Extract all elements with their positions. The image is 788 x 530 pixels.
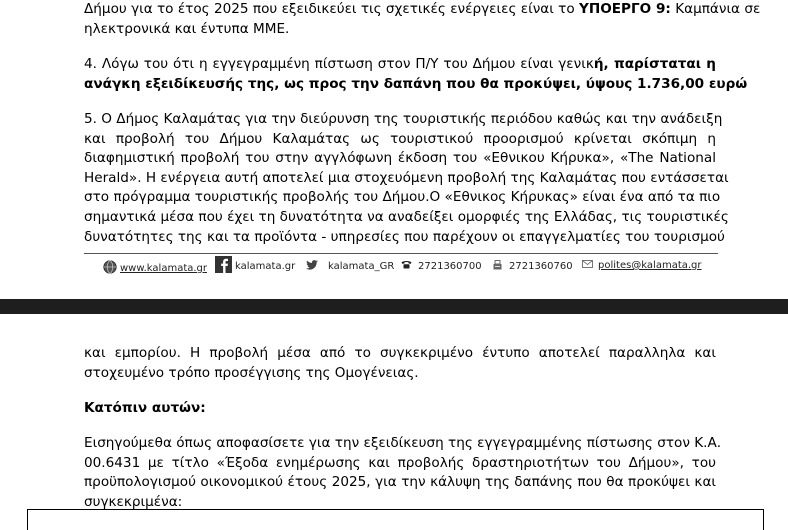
text-line: Herald». Η ενέργεια αυτή αποτελεί μια στοχευόμενη προβολή της Καλαμάτας που εντάσσεται <box>84 169 729 186</box>
text-line: προϋπολογισμού οικονομικού έτους 2025, για την κάλυψη της δαπάνης που θα προκύψει και <box>84 474 716 491</box>
email-link[interactable]: polites@kalamata.gr <box>598 260 702 271</box>
text-line: Εισηγούμεθα όπως αποφασίσετε για την εξειδίκευση της εγγεγραμμένης πίστωσης στον Κ.Α. <box>84 435 722 451</box>
text-line: δυνατότητες της και τα προϊόντα - υπηρεσίες που παρέχουν οι επαγγελματίες του τουρισμού <box>84 228 725 245</box>
footer-phone <box>401 260 482 272</box>
text-line: συγκεκριμένα: <box>84 493 183 510</box>
footer-website[interactable] <box>103 260 207 277</box>
text-line: ανάγκη εξειδίκευσής της, ως προς την δαπάνη που θα προκύψει, ύψους 1.736,00 ευρώ <box>84 75 748 92</box>
text-line: 00.6431 με τίτλο «Έξοδα ενημέρωσης και προβολής δραστηριοτήτων του Δήμου», του <box>84 454 716 471</box>
text-line: στο πρόγραμμα τουριστικής προβολής του Δήμου.Ο «Εθνικος Κήρυκας» είναι ένα από τα πιο <box>84 189 721 206</box>
continued-paragraph <box>84 0 761 39</box>
paragraph-5 <box>84 110 729 247</box>
footer-email[interactable] <box>582 260 702 271</box>
text-line: και προβολή του Δήμου Καλαμάτας ως τουριστικού προορισμού κρίνεται σκόπιμη η <box>84 130 716 147</box>
footer-divider <box>84 253 718 254</box>
fax-number: 2721360760 <box>509 261 573 272</box>
text-line: και εμπορίου. Η προβολή μέσα από το συγκεκριμένο έντυπο αποτελεί παραλληλα και <box>84 345 716 361</box>
phone-icon <box>401 260 412 272</box>
fax-icon <box>493 260 502 273</box>
heading-text: Κατόπιν αυτών: <box>84 400 206 416</box>
text-line: διαφημιστική προβολή του στην αγγλόφωνη έκδοση του «Εθνικου Κήρυκα», «The National <box>84 150 716 167</box>
paragraph-4 <box>84 55 748 94</box>
footer-facebook[interactable] <box>215 256 295 276</box>
section-heading <box>84 399 716 419</box>
phone-number: 2721360700 <box>418 260 482 272</box>
text-line: ηλεκτρονικά και έντυπα ΜΜΕ. <box>84 20 290 37</box>
globe-icon <box>103 260 117 277</box>
footer-fax <box>493 260 573 273</box>
recommendation-paragraph <box>84 434 722 512</box>
document-page-lower <box>0 314 788 516</box>
footer-twitter[interactable] <box>306 260 394 273</box>
facebook-handle: kalamata.gr <box>235 260 296 272</box>
twitter-handle: kalamata_GR <box>328 261 395 272</box>
twitter-icon <box>306 260 318 273</box>
page-separator <box>0 299 788 314</box>
text-line: 4. Λόγω του ότι η εγγεγραμμένη πίστωση στον Π/Υ του Δήμου είναι γενική, παρίσταται η <box>84 56 716 72</box>
table-border-top <box>27 509 764 530</box>
facebook-icon <box>215 256 232 276</box>
page-footer <box>103 258 723 280</box>
continued-paragraph <box>84 344 716 383</box>
text-line: στοχευμένο τρόπο προσέγγισης της Ομογένειας. <box>84 364 419 381</box>
text-line: σημαντικά μέσα που έχει τη δυνατότητα να αναδείξει ομορφιές της Ελλάδας, τις τουριστικές <box>84 208 729 225</box>
email-icon <box>582 260 593 271</box>
text-line: 5. Ο Δήμος Καλαμάτας για την διεύρυνση της τουριστικής περιόδου καθώς και την ανάδειξη <box>84 111 723 127</box>
text-line: Δήμου για το έτος 2025 που εξειδικεύει τις σχετικές ενέργειες είναι το ΥΠΟΕΡΓΟ 9: Καμπάνια σε <box>84 1 761 17</box>
website-link[interactable]: www.kalamata.gr <box>120 263 208 274</box>
